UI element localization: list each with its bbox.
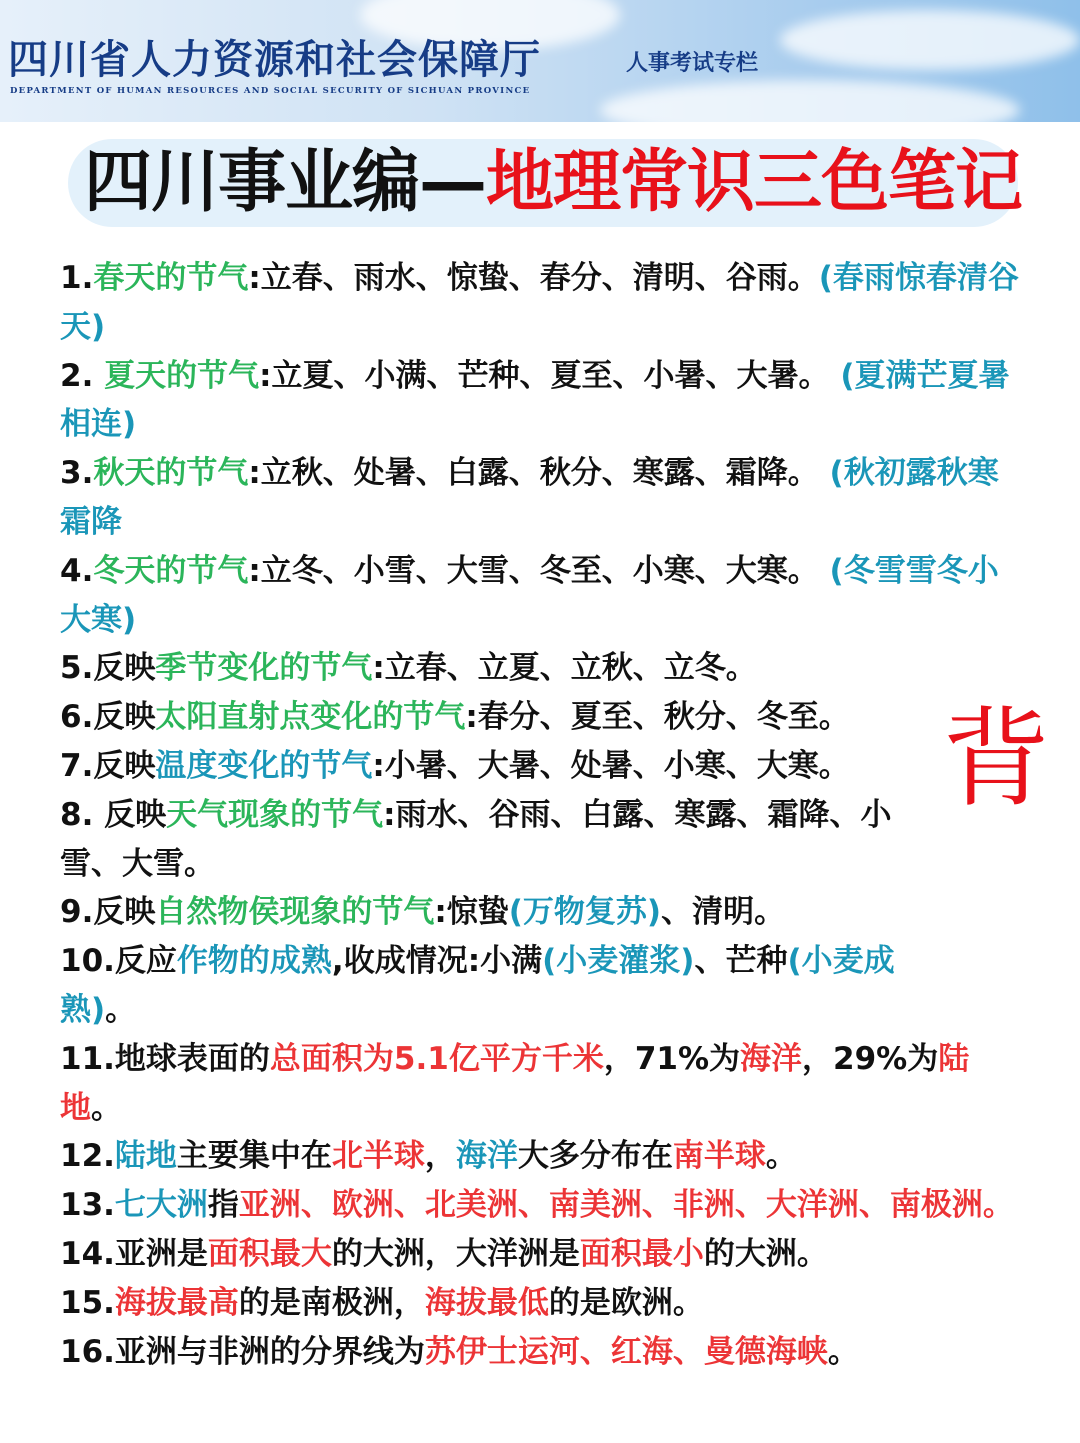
note-item [60,1230,1020,1279]
note-segment: 3. [60,455,94,492]
note-segment: 北半球 [331,1138,425,1175]
note-segment: 11.地球表面的 [60,1040,270,1077]
note-segment: 、清明。 [661,894,786,931]
note-segment: 大多分布在 [517,1138,673,1175]
note-segment: 14.亚洲是 [60,1235,208,1272]
memorize-mark: 背 [942,697,1051,822]
note-segment: :立夏、小满、芒种、夏至、小暑、大暑。 [259,357,841,394]
cloud-decoration [600,80,1020,122]
note-segment: :立冬、小雪、大雪、冬至、小寒、大寒。 [248,552,830,589]
note-segment: 、芒种 [694,943,788,980]
note-segment: (秋初露秋寒霜降 [60,455,999,540]
note-segment: 9.反映 [60,894,156,931]
note-segment: ， [424,1138,456,1175]
note-segment: 春天的节气 [93,260,249,296]
note-segment: 指 [207,1187,239,1224]
note-item [60,449,1020,547]
note-segment: 季节变化的节气 [155,650,373,687]
note-segment: (小麦成熟) [60,943,895,1028]
note-segment: 。 [827,1333,859,1370]
note-segment: 的大洲，大洋洲是 [331,1235,580,1272]
note-item [60,644,1020,693]
note-segment: 天气现象的节气 [166,796,384,833]
note-segment: 的是欧洲。 [548,1284,704,1321]
note-segment: 。 [91,1089,122,1126]
note-segment: 8. 反映 [60,796,167,833]
note-item [60,547,1020,645]
note-segment: 15. [60,1284,115,1321]
banner-title: 四川省人力资源和社会保障厅 [8,36,541,83]
note-segment: 。 [765,1138,797,1175]
note-segment: :惊蛰 [434,894,509,931]
note-segment: 面积最大 [207,1235,332,1272]
notes-list [60,254,1020,1376]
note-segment: ,收成情况:小满 [331,943,543,980]
note-segment: 2. [60,357,105,394]
note-item [60,1279,1020,1328]
note-segment: 海拔最高 [114,1284,239,1321]
note-segment: 16.亚洲与非洲的分界线为 [60,1333,425,1370]
note-segment: (小麦灌浆) [542,943,695,980]
note-segment: 夏天的节气 [104,357,260,394]
note-segment: 苏伊士运河、红海、曼德海峡 [424,1333,828,1370]
note-segment: 自然物侯现象的节气 [155,894,435,931]
note-segment: 的是南极洲， [238,1284,425,1321]
note-segment: 5.反映 [60,650,156,687]
note-item [60,888,940,937]
note-segment: :立秋、处暑、白露、秋分、寒露、霜降。 [248,455,830,492]
note-item [60,791,940,889]
note-segment: 10.反应 [60,943,177,980]
header-banner [0,0,1080,122]
note-segment: :春分、夏至、秋分、冬至。 [465,699,850,736]
note-item [60,693,1020,742]
note-segment: 陆地 [60,1040,970,1126]
page-title [84,143,1022,223]
note-segment: 12. [60,1138,115,1175]
note-segment: 秋天的节气 [93,455,249,492]
note-segment: 海洋 [455,1138,518,1175]
note-segment: (夏满芒夏暑相连) [60,357,1010,443]
note-item [60,1132,1020,1181]
note-segment: 冬天的节气 [93,552,249,589]
note-item [60,742,940,791]
note-item [60,352,1020,450]
note-segment: :雨水、谷雨、白露、寒露、霜降、小雪、大雪。 [60,796,892,882]
note-item [60,1181,1020,1230]
note-segment: 七大洲 [114,1187,208,1224]
note-item [60,937,940,1035]
note-segment: 亚洲、欧洲、北美洲、南美洲、非洲、大洋洲、南极洲。 [238,1187,1014,1224]
note-segment: 面积最小 [579,1235,704,1272]
note-segment: :立春、雨水、惊蛰、春分、清明、谷雨。 [248,260,819,296]
note-segment: (万物复苏) [508,894,662,931]
note-item [60,1035,1020,1133]
note-segment: (冬雪雪冬小大寒) [60,552,999,638]
note-segment: 13. [60,1187,115,1224]
note-segment: 总面积为5.1亿平方千米 [269,1040,604,1077]
cloud-decoration [780,10,1080,70]
title-prefix: 四川事业编— [84,143,487,222]
note-segment: (春雨惊春清谷天) [60,260,1019,345]
note-segment: 的大洲。 [703,1235,828,1272]
note-segment: 太阳直射点变化的节气 [155,699,466,736]
note-segment: :小暑、大暑、处暑、小寒、大寒。 [372,747,850,784]
note-segment: 1. [60,260,94,296]
note-item [60,1328,1020,1377]
note-segment: 主要集中在 [176,1138,332,1175]
note-segment: ，29%为 [802,1040,939,1077]
note-segment: 作物的成熟 [176,943,332,980]
note-segment: 7.反映 [60,747,156,784]
banner-column-label: 人事考试专栏 [626,50,759,76]
note-segment: ，71%为 [603,1040,741,1077]
note-item [60,254,1020,352]
note-segment: 。 [105,991,137,1028]
note-segment: 南半球 [672,1138,766,1175]
title-highlight: 地理常识三色笔记 [486,143,1023,222]
note-segment: 4. [60,552,94,589]
note-segment: :立春、立夏、立秋、立冬。 [372,650,757,687]
banner-subtitle: DEPARTMENT OF HUMAN RESOURCES AND SOCIAL SECURITY OF SICHUAN PROVINCE [10,86,531,96]
note-segment: 陆地 [114,1138,177,1175]
note-segment: 6.反映 [60,699,156,736]
note-segment: 温度变化的节气 [155,747,373,784]
note-segment: 海洋 [740,1040,803,1077]
note-segment: 海拔最低 [424,1284,549,1321]
